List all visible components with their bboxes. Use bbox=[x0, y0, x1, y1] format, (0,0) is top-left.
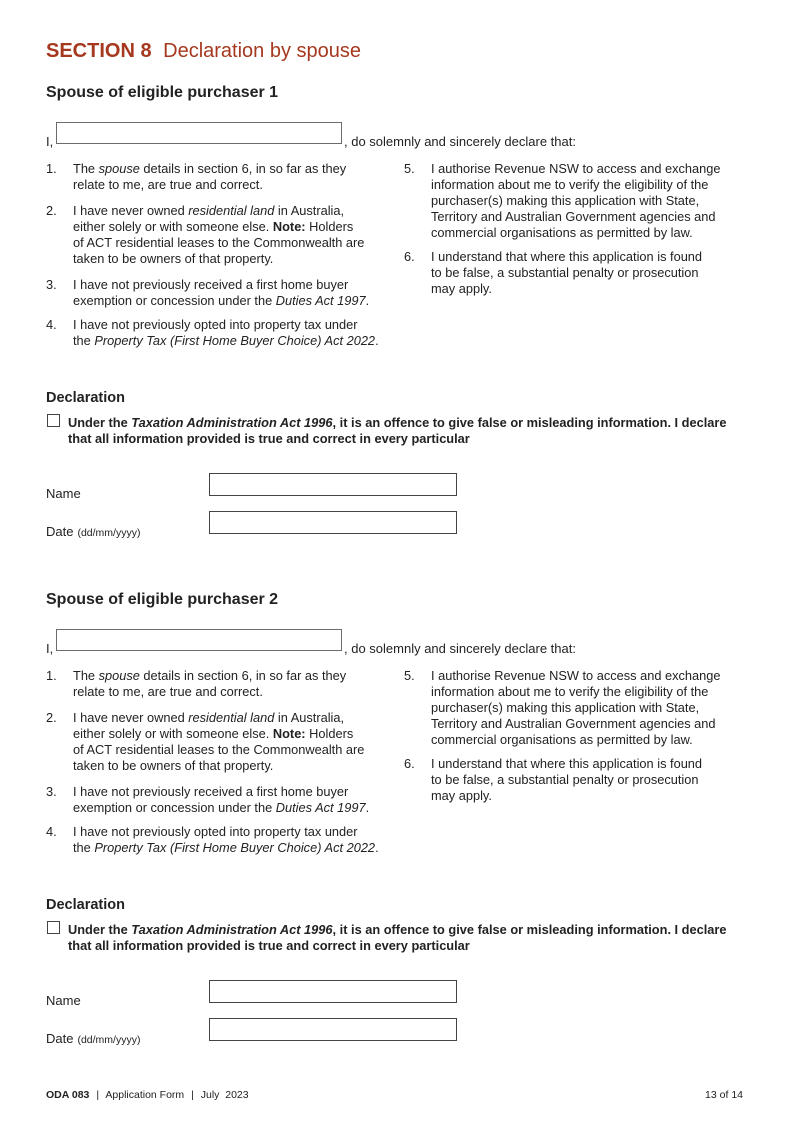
declaration-item bbox=[46, 277, 386, 309]
item-number: 5. bbox=[404, 161, 415, 176]
text-run: the bbox=[73, 840, 95, 855]
text-run: Note: bbox=[272, 219, 306, 234]
text-run: Taxation Administration Act 1996 bbox=[131, 415, 333, 430]
item-text-line bbox=[431, 732, 693, 748]
text-run: that all information provided is true and correct in every particular bbox=[68, 938, 470, 953]
text-run: Holders bbox=[305, 726, 354, 741]
declaration-item bbox=[46, 710, 386, 774]
declarant-name-input[interactable] bbox=[56, 629, 342, 651]
item-number: 1. bbox=[46, 668, 57, 683]
item-text-line bbox=[431, 209, 716, 225]
text-run: in Australia, bbox=[274, 710, 345, 725]
text-run: exemption or concession under the bbox=[73, 800, 276, 815]
form-type: Application Form bbox=[105, 1089, 185, 1101]
text-run: in Australia, bbox=[274, 203, 345, 218]
text-run: that all information provided is true and correct in every particular bbox=[68, 431, 470, 446]
form-date: July 2023 bbox=[200, 1089, 249, 1101]
date-format-hint: (dd/mm/yyyy) bbox=[77, 527, 141, 539]
date-label-text: Date bbox=[46, 1031, 74, 1046]
declaration-item bbox=[46, 161, 386, 193]
date-label bbox=[46, 1031, 140, 1046]
text-run: purchaser(s) making this application with State, bbox=[431, 193, 700, 208]
text-run: Taxation Administration Act 1996 bbox=[131, 922, 333, 937]
date-label-text: Date bbox=[46, 524, 74, 539]
item-number: 6. bbox=[404, 756, 415, 771]
text-run: details in section 6, in so far as they bbox=[139, 161, 347, 176]
declaration-item bbox=[46, 203, 386, 267]
text-run: residential land bbox=[188, 203, 275, 218]
text-run: either solely or with someone else. bbox=[73, 219, 273, 234]
text-run: may apply. bbox=[431, 281, 492, 296]
item-number: 3. bbox=[46, 784, 57, 799]
item-text-line bbox=[73, 800, 369, 816]
item-text-line bbox=[431, 225, 693, 241]
item-text-line bbox=[431, 700, 699, 716]
declaration-text bbox=[68, 922, 748, 954]
text-run: Holders bbox=[305, 219, 354, 234]
item-text-line bbox=[73, 742, 364, 758]
date-input[interactable] bbox=[209, 1018, 457, 1041]
declaration-item bbox=[404, 249, 744, 297]
item-text-line bbox=[431, 684, 708, 700]
text-run: Under the bbox=[68, 415, 132, 430]
text-run: Property Tax (First Home Buyer Choice) Act 2022 bbox=[94, 333, 376, 348]
text-run: information about me to verify the eligibility of the bbox=[431, 684, 709, 699]
declare-statement-text: , do solemnly and sincerely declare that: bbox=[344, 641, 576, 656]
item-text-line bbox=[431, 716, 716, 732]
item-text-line bbox=[73, 784, 348, 800]
declaration-heading: Declaration bbox=[46, 897, 125, 913]
item-text-line bbox=[73, 293, 369, 309]
footer-separator: | bbox=[191, 1089, 194, 1101]
declaration-item bbox=[46, 317, 386, 349]
item-number: 5. bbox=[404, 668, 415, 683]
item-text-line bbox=[431, 668, 721, 684]
item-text-line bbox=[73, 726, 353, 742]
text-run: I understand that where this application is found bbox=[431, 756, 703, 771]
item-text-line bbox=[73, 177, 263, 193]
text-run: purchaser(s) making this application with State, bbox=[431, 700, 700, 715]
item-text-line bbox=[73, 161, 346, 177]
item-text-line bbox=[73, 317, 358, 333]
declaration-checkbox[interactable] bbox=[47, 921, 60, 934]
text-run: I authorise Revenue NSW to access and exchange bbox=[431, 668, 721, 683]
item-number: 3. bbox=[46, 277, 57, 292]
text-run: . bbox=[365, 800, 370, 815]
text-run: commercial organisations as permitted by law. bbox=[431, 225, 693, 240]
section-number: SECTION 8 bbox=[46, 40, 152, 62]
text-run: relate to me, are true and correct. bbox=[73, 684, 263, 699]
item-text-line bbox=[73, 710, 344, 726]
text-run: Under the bbox=[68, 922, 132, 937]
declaration-item bbox=[46, 784, 386, 816]
item-number: 1. bbox=[46, 161, 57, 176]
item-text-line bbox=[73, 203, 344, 219]
text-run: Duties Act 1997 bbox=[275, 293, 366, 308]
item-number: 4. bbox=[46, 317, 57, 332]
declaration-text bbox=[68, 415, 748, 447]
text-run: Duties Act 1997 bbox=[275, 800, 366, 815]
item-text-line bbox=[431, 161, 721, 177]
declaration-heading: Declaration bbox=[46, 390, 125, 406]
section-name: Declaration by spouse bbox=[163, 40, 362, 62]
item-text-line bbox=[431, 788, 492, 804]
item-text-line bbox=[73, 840, 379, 856]
text-run: of ACT residential leases to the Commonwealth are bbox=[73, 235, 365, 250]
name-input[interactable] bbox=[209, 473, 457, 496]
footer-separator: | bbox=[96, 1089, 100, 1101]
item-text-line bbox=[73, 824, 358, 840]
text-run: taken to be owners of that property. bbox=[73, 251, 274, 266]
text-run: . bbox=[365, 293, 370, 308]
text-run: exemption or concession under the bbox=[73, 293, 276, 308]
form-code: ODA 083 bbox=[46, 1089, 90, 1101]
text-run: Territory and Australian Government agencies and bbox=[431, 209, 716, 224]
text-run: . bbox=[375, 840, 379, 855]
text-run: Territory and Australian Government agencies and bbox=[431, 716, 716, 731]
declarant-prefix: I, bbox=[46, 641, 54, 656]
item-number: 2. bbox=[46, 710, 57, 725]
text-run: I have never owned bbox=[73, 203, 189, 218]
text-run: The bbox=[73, 668, 99, 683]
item-number: 4. bbox=[46, 824, 57, 839]
declaration-text-line bbox=[68, 922, 748, 938]
item-text-line bbox=[73, 758, 273, 774]
text-run: spouse bbox=[98, 161, 140, 176]
text-run: taken to be owners of that property. bbox=[73, 758, 274, 773]
item-number: 6. bbox=[404, 249, 415, 264]
declarant-name-input[interactable] bbox=[56, 122, 342, 144]
declaration-checkbox[interactable] bbox=[47, 414, 60, 427]
declaration-item bbox=[404, 161, 744, 241]
page-number: 13 of 14 bbox=[705, 1089, 743, 1101]
item-text-line bbox=[73, 668, 346, 684]
declaration-item bbox=[46, 824, 386, 856]
declare-statement-text: , do solemnly and sincerely declare that: bbox=[344, 134, 576, 149]
declarant-prefix: I, bbox=[46, 134, 54, 149]
declaration-item bbox=[404, 668, 744, 748]
name-label: Name bbox=[46, 993, 81, 1008]
item-text-line bbox=[73, 277, 348, 293]
spouse-heading: Spouse of eligible purchaser 2 bbox=[46, 591, 279, 608]
date-input[interactable] bbox=[209, 511, 457, 534]
text-run: to be false, a substantial penalty or prosecution bbox=[431, 772, 699, 787]
footer-left bbox=[46, 1089, 249, 1101]
text-run: spouse bbox=[98, 668, 140, 683]
date-format-hint: (dd/mm/yyyy) bbox=[77, 1034, 141, 1046]
item-text-line bbox=[431, 281, 492, 297]
item-text-line bbox=[431, 265, 698, 281]
text-run: , it is an offence to give false or misleading information. I declare bbox=[332, 922, 727, 937]
item-text-line bbox=[431, 772, 698, 788]
item-text-line bbox=[431, 177, 708, 193]
text-run: of ACT residential leases to the Commonwealth are bbox=[73, 742, 365, 757]
name-input[interactable] bbox=[209, 980, 457, 1003]
item-text-line bbox=[431, 193, 699, 209]
item-number: 2. bbox=[46, 203, 57, 218]
declaration-text-line bbox=[68, 415, 748, 431]
text-run: to be false, a substantial penalty or prosecution bbox=[431, 265, 699, 280]
text-run: I have not previously received a first home buyer bbox=[73, 277, 349, 292]
text-run: relate to me, are true and correct. bbox=[73, 177, 263, 192]
date-label bbox=[46, 524, 140, 539]
item-text-line bbox=[73, 333, 379, 349]
declaration-text-line bbox=[68, 938, 748, 954]
spouse-heading: Spouse of eligible purchaser 1 bbox=[46, 84, 279, 101]
declaration-text-line bbox=[68, 431, 748, 447]
item-text-line bbox=[431, 249, 702, 265]
text-run: information about me to verify the eligibility of the bbox=[431, 177, 709, 192]
text-run: I have never owned bbox=[73, 710, 189, 725]
name-label: Name bbox=[46, 486, 81, 501]
item-text-line bbox=[73, 219, 353, 235]
text-run: commercial organisations as permitted by law. bbox=[431, 732, 693, 747]
text-run: I authorise Revenue NSW to access and exchange bbox=[431, 161, 721, 176]
text-run: either solely or with someone else. bbox=[73, 726, 273, 741]
text-run: details in section 6, in so far as they bbox=[139, 668, 347, 683]
text-run: Note: bbox=[272, 726, 306, 741]
text-run: the bbox=[73, 333, 95, 348]
declaration-item bbox=[46, 668, 386, 700]
text-run: I have not previously opted into property tax under bbox=[73, 317, 358, 332]
text-run: I have not previously received a first home buyer bbox=[73, 784, 349, 799]
text-run: I have not previously opted into property tax under bbox=[73, 824, 358, 839]
text-run: Property Tax (First Home Buyer Choice) Act 2022 bbox=[94, 840, 376, 855]
text-run: The bbox=[73, 161, 99, 176]
item-text-line bbox=[73, 235, 364, 251]
declaration-item bbox=[404, 756, 744, 804]
item-text-line bbox=[73, 251, 273, 267]
text-run: I understand that where this application is found bbox=[431, 249, 703, 264]
section-title bbox=[46, 40, 361, 63]
item-text-line bbox=[431, 756, 702, 772]
text-run: may apply. bbox=[431, 788, 492, 803]
text-run: residential land bbox=[188, 710, 275, 725]
item-text-line bbox=[73, 684, 263, 700]
text-run: , it is an offence to give false or misleading information. I declare bbox=[332, 415, 727, 430]
text-run: . bbox=[375, 333, 379, 348]
